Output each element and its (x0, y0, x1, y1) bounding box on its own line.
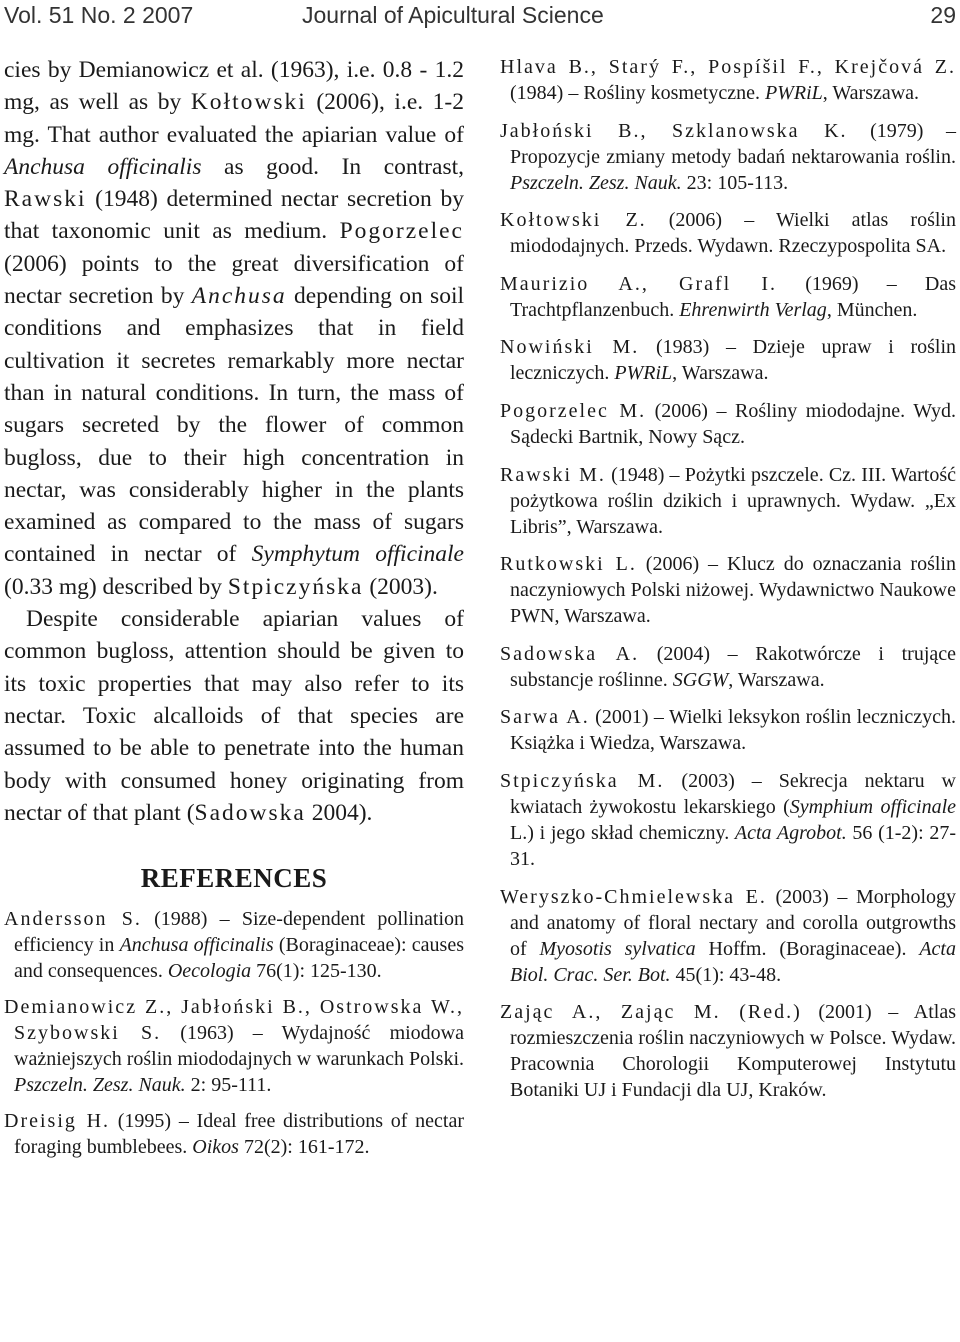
text-run: 2004). (305, 799, 373, 826)
reference-text: , Warszawa. (672, 362, 769, 385)
reference-year: (1963) – (161, 1022, 282, 1045)
running-header (0, 0, 960, 32)
left-column (4, 54, 464, 1170)
references-heading: REFERENCES (140, 863, 328, 894)
reference-text: Klucz do oznaczania roślin naczyniowych Polski niżowej. Wydawnictwo Naukowe PWN, Warszawa. (510, 553, 956, 628)
reference-authors: Demianowicz Z., Jabłoński B., Ostrowska W., Szybowski S. (4, 996, 464, 1045)
reference-text: Acta Biol. Crac. Ser. Bot. (510, 937, 956, 986)
reference-authors: Hlava B., Starý F., Pospíšil F., Krejčová Z. (500, 56, 956, 78)
author-citation: Rawski (4, 186, 87, 213)
reference-text: Oecologia (167, 960, 252, 983)
reference-entry (500, 334, 956, 386)
reference-text: L.) i jego skład chemiczny. (510, 821, 735, 844)
text-run: depending on soil conditions and emphasizes that in field cultivation it secretes remarkably more nectar than in natural conditions. In turn, the mass of sugars secreted by the flower of common bugloss, due to their high concentration in nectar, was considerably higher in the plants examined as compared to the mass of sugars contained in nectar of (4, 283, 464, 568)
genus-name: Anchusa (191, 283, 287, 310)
reference-text: PWRiL (614, 362, 673, 385)
reference-text: Hoffm. (Boraginaceae). (695, 937, 920, 960)
reference-text: PWRiL (764, 82, 823, 104)
paragraph-2 (4, 603, 464, 829)
reference-text: , Warszawa. (728, 668, 825, 691)
reference-text: 76(1): 125-130. (251, 960, 382, 983)
reference-entry (500, 271, 956, 323)
reference-year: (1948) – (605, 463, 685, 486)
reference-authors: Kołtowski Z. (500, 209, 647, 232)
right-column (500, 54, 956, 1115)
reference-entry (500, 207, 956, 259)
reference-year: (2006) – (636, 553, 728, 576)
reference-text: Propozycje zmiany metody badań nektarowania roślin. (510, 145, 956, 168)
reference-text: Pszczeln. Zesz. Nauk. (14, 1074, 186, 1097)
reference-text: Das Trachtpflanzenbuch. (510, 272, 956, 321)
reference-text: , München. (826, 298, 918, 321)
reference-text: Size-dependent pollination efficiency in (14, 908, 464, 957)
author-citation: Kołtowski (190, 89, 307, 116)
reference-text: Wielki leksykon roślin leczniczych. Książka i Wiedza, Warszawa. (510, 706, 956, 755)
reference-text: Acta Agrobot. (734, 821, 847, 844)
reference-entry (500, 551, 956, 629)
reference-entry (500, 999, 956, 1103)
reference-entry (500, 884, 956, 988)
reference-year: (2004) – (639, 642, 756, 665)
reference-entry (500, 768, 956, 872)
reference-year: (2001) – (801, 1001, 914, 1024)
journal-title: Journal of Apicultural Science (302, 2, 604, 28)
reference-authors: Rutkowski L. (500, 553, 637, 576)
reference-entry (500, 641, 956, 693)
reference-year: (1984) – (510, 82, 584, 104)
text-run: (2006), i.e. 1-2 mg. That author evaluated the apiarian value of (4, 89, 465, 148)
reference-entry (4, 906, 464, 984)
species-name: Anchusa officinalis (4, 153, 202, 180)
reference-year: (2006) – (646, 399, 735, 422)
paragraph-1 (4, 54, 464, 603)
author-citation: Stpiczyńska (227, 573, 364, 600)
text-run: (0.33 mg) described by (4, 573, 228, 600)
reference-text: Oikos (192, 1136, 239, 1159)
volume-info: Vol. 51 No. 2 2007 (4, 2, 194, 28)
reference-text: 2: 95-111. (185, 1074, 272, 1097)
reference-year: (2003) – (664, 769, 779, 792)
reference-text: Ideal free distributions of nectar foraging bumblebees. (14, 1110, 464, 1159)
reference-year: (1983) – (639, 336, 753, 359)
reference-text: Wydajność miodowa ważniejszych roślin miododajnych w warunkach Polski. (14, 1022, 464, 1071)
reference-authors: Dreisig H. (4, 1110, 111, 1133)
reference-authors: Weryszko-Chmielewska E. (500, 885, 767, 908)
reference-year: (2006) – (646, 209, 776, 232)
reference-authors: Sadowska A. (500, 642, 640, 665)
reference-list-right (500, 54, 956, 1103)
reference-entry (500, 398, 956, 450)
reference-text: 72(2): 161-172. (238, 1136, 370, 1159)
reference-authors: Nowiński M. (500, 336, 640, 359)
reference-authors: Zając A., Zając M. (Red.) (500, 1001, 802, 1024)
text-run: (2003). (363, 573, 438, 600)
reference-entry (4, 1108, 464, 1160)
reference-text: Rośliny miododajne. Wyd. Sądecki Bartnik, Nowy Sącz. (510, 399, 956, 448)
text-run: cies by Demianowicz et al. (1963), i.e. 0.8 - 1.2 mg, as well as by (4, 57, 464, 116)
reference-authors: Rawski M. (500, 463, 606, 486)
body-text (4, 54, 464, 829)
reference-text: SGGW (672, 668, 729, 691)
reference-year: (2001) – (589, 706, 669, 729)
reference-list-left (4, 906, 464, 1160)
species-name: Symphytum officinale (251, 541, 464, 568)
reference-text: 23: 105-113. (681, 171, 789, 194)
reference-entry (500, 118, 956, 196)
page-number: 29 (930, 2, 956, 28)
reference-authors: Stpiczyńska M. (500, 769, 665, 792)
reference-authors: Andersson S. (4, 908, 142, 931)
author-citation: Sadowska (194, 799, 306, 826)
reference-text: Anchusa officinalis (119, 934, 274, 957)
text-run: Despite considerable apiarian values of common bugloss, attention should be given to its toxic properties that may also refer to its nectar. Toxic alcalloids of that species are assumed to be able to penetrate into the human body with consumed honey originating from nectar of that plant ( (4, 606, 464, 826)
reference-text: 56 (1-2): 27-31. (510, 821, 957, 870)
reference-authors: Pogorzelec M. (500, 399, 647, 422)
reference-text: Symphium officinale (789, 795, 956, 818)
reference-text: Sekrecja nektaru w kwiatach żywokostu lekarskiego ( (510, 769, 957, 818)
reference-text: Morphology and anatomy of floral nectary and corolla outgrowths of (510, 885, 957, 960)
reference-entry (500, 704, 956, 756)
reference-year: (2003) – (766, 885, 857, 908)
reference-text: Pożytki pszczele. Cz. III. Wartość pożytkowa roślin dzikich i uprawnych. Wydaw. „Ex Libris”, Warszawa. (510, 463, 956, 538)
reference-text: Rakotwórcze i trujące substancje roślinne. (510, 642, 956, 691)
text-run: (2006) points to the great diversification of nectar secretion by (4, 250, 464, 310)
reference-authors: Maurizio A., Grafl I. (500, 272, 778, 295)
reference-text: Ehrenwirth Verlag (679, 298, 827, 321)
author-citation: Pogorzelec (339, 218, 464, 245)
reference-text: , Warszawa. (822, 82, 920, 104)
reference-year: (1979) – (847, 119, 956, 142)
reference-entry (4, 994, 464, 1098)
reference-text: Rośliny kosmetyczne. (583, 82, 765, 104)
reference-entry (500, 54, 956, 106)
reference-text: 45(1): 43-48. (670, 963, 782, 986)
reference-text: Atlas rozmieszczenia roślin naczyniowych w Polsce. Wydaw. Pracownia Chorologii Komputerowej Instytutu Botaniki UJ i Fundacji dla UJ, Kraków. (510, 1001, 957, 1102)
text-run: as good. In contrast, (201, 153, 464, 180)
reference-year: (1995) – (110, 1110, 197, 1133)
reference-authors: Jabłoński B., Szklanowska K. (500, 119, 848, 142)
reference-text: Dzieje upraw i roślin leczniczych. (510, 336, 956, 385)
reference-year: (1969) – (777, 272, 925, 295)
reference-year: (1988) – (141, 908, 242, 931)
reference-text: (Boraginaceae): causes and consequences. (14, 934, 464, 983)
reference-text: Pszczeln. Zesz. Nauk. (510, 171, 682, 194)
reference-authors: Sarwa A. (500, 706, 590, 729)
reference-entry (500, 462, 956, 540)
reference-text: Wielki atlas roślin miododajnych. Przeds. Wydawn. Rzeczypospolita SA. (510, 209, 956, 258)
text-run: (1948) determined nectar secretion by that taxonomic unit as medium. (4, 186, 464, 245)
reference-text: Myosotis sylvatica (539, 937, 696, 960)
